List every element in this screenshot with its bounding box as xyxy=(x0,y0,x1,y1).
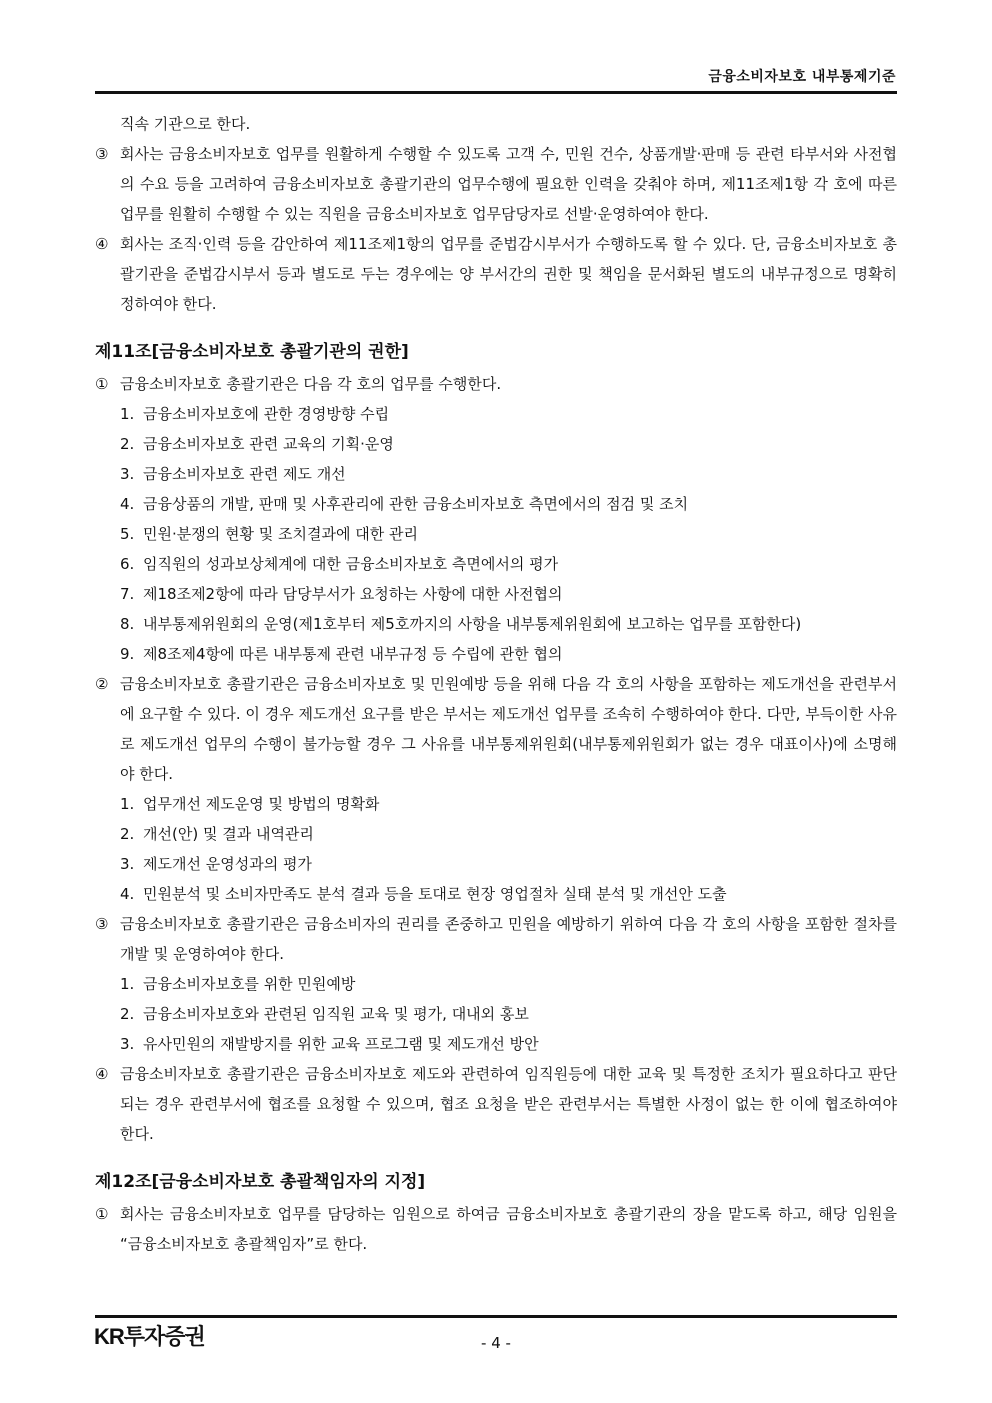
list-item xyxy=(95,579,897,609)
clause-number: ④ xyxy=(95,1065,109,1083)
item-text: 금융소비자보호를 위한 민원예방 xyxy=(143,975,356,993)
list-item xyxy=(95,489,897,519)
item-number: 9. xyxy=(120,645,135,663)
document-header-title: 금융소비자보호 내부통제기준 xyxy=(708,69,896,85)
clause-paragraph xyxy=(95,139,897,229)
list-item xyxy=(95,549,897,579)
item-text: 업무개선 제도운영 및 방법의 명확화 xyxy=(143,795,380,813)
item-number: 1. xyxy=(120,405,135,423)
item-text: 금융상품의 개발, 판매 및 사후관리에 관한 금융소비자보호 측면에서의 점검 및 조치 xyxy=(143,495,689,513)
item-number: 7. xyxy=(120,585,135,603)
item-number: 1. xyxy=(120,795,135,813)
list-item xyxy=(95,849,897,879)
clause-number: ② xyxy=(95,675,109,693)
item-text: 개선(안) 및 결과 내역관리 xyxy=(143,825,314,843)
item-text: 임직원의 성과보상체계에 대한 금융소비자보호 측면에서의 평가 xyxy=(143,555,559,573)
article-heading: 제12조[금융소비자보호 총괄책임자의 지정] xyxy=(95,1172,426,1192)
clause-number: ① xyxy=(95,1205,109,1223)
clause-text: 금융소비자보호 총괄기관은 금융소비자보호 및 민원예방 등을 위해 다음 각 호의 사항을 포함하는 제도개선을 관련부서에 요구할 수 있다. 이 경우 제도개선 요구를 받은 부서는 제도개선 업무를 조속히 수행하여야 한다. 다만, 부득이한 사유로 제도개선 업무의 수행이 불가능할 경우 그 사유를 내부통제위원회(내부통제위원회가 없는 경우 대표이사)에 소명해야 한다. xyxy=(120,675,897,783)
clause-text: 금융소비자보호 총괄기관은 금융소비자보호 제도와 관련하여 임직원등에 대한 교육 및 특정한 조치가 필요하다고 판단되는 경우 관련부서에 협조를 요청할 수 있으며, 협조 요청을 받은 관련부서는 특별한 사정이 없는 한 이에 협조하여야 한다. xyxy=(120,1065,897,1143)
clause-paragraph xyxy=(95,909,897,969)
list-item xyxy=(95,399,897,429)
item-number: 2. xyxy=(120,1005,135,1023)
item-number: 1. xyxy=(120,975,135,993)
item-number: 8. xyxy=(120,615,135,633)
page-number: - 4 - xyxy=(481,1334,511,1352)
item-text: 제8조제4항에 따른 내부통제 관련 내부규정 등 수립에 관한 협의 xyxy=(143,645,563,663)
list-item xyxy=(95,1029,897,1059)
item-text: 내부통제위원회의 운영(제1호부터 제5호까지의 사항을 내부통제위원회에 보고하는 업무를 포함한다) xyxy=(143,615,802,633)
list-item xyxy=(95,609,897,639)
clause-paragraph xyxy=(95,369,897,399)
article-heading: 제11조[금융소비자보호 총괄기관의 권한] xyxy=(95,342,409,362)
item-text: 금융소비자보호와 관련된 임직원 교육 및 평가, 대내외 홍보 xyxy=(143,1005,529,1023)
item-number: 4. xyxy=(120,495,135,513)
item-text: 금융소비자보호 관련 제도 개선 xyxy=(143,465,346,483)
header-rule xyxy=(95,91,897,94)
clause-paragraph xyxy=(95,1059,897,1149)
clause-paragraph xyxy=(95,229,897,319)
clause-text: 회사는 금융소비자보호 업무를 담당하는 임원으로 하여금 금융소비자보호 총괄기관의 장을 맡도록 하고, 해당 임원을 “금융소비자보호 총괄책임자”로 한다. xyxy=(120,1205,897,1253)
list-item xyxy=(95,519,897,549)
clause-text: 금융소비자보호 총괄기관은 금융소비자의 권리를 존중하고 민원을 예방하기 위하여 다음 각 호의 사항을 포함한 절차를 개발 및 운영하여야 한다. xyxy=(120,915,897,963)
item-number: 3. xyxy=(120,855,135,873)
item-text: 민원분석 및 소비자만족도 분석 결과 등을 토대로 현장 영업절차 실태 분석 및 개선안 도출 xyxy=(143,885,727,903)
company-logo: KR투자증권 xyxy=(94,1324,205,1349)
document-body xyxy=(95,109,897,1259)
item-text: 제18조제2항에 따라 담당부서가 요청하는 사항에 대한 사전협의 xyxy=(143,585,563,603)
item-number: 3. xyxy=(120,465,135,483)
clause-paragraph xyxy=(95,1199,897,1259)
list-item xyxy=(95,969,897,999)
clause-text: 금융소비자보호 총괄기관은 다음 각 호의 업무를 수행한다. xyxy=(120,375,502,393)
clause-number: ④ xyxy=(95,235,109,253)
list-item xyxy=(95,999,897,1029)
item-text: 민원·분쟁의 현황 및 조치결과에 대한 관리 xyxy=(143,525,418,543)
clause-number: ③ xyxy=(95,915,109,933)
item-number: 3. xyxy=(120,1035,135,1053)
list-item xyxy=(95,819,897,849)
continued-text: 직속 기관으로 한다. xyxy=(120,115,251,133)
item-text: 유사민원의 재발방지를 위한 교육 프로그램 및 제도개선 방안 xyxy=(143,1035,539,1053)
item-number: 6. xyxy=(120,555,135,573)
list-item xyxy=(95,879,897,909)
list-item xyxy=(95,639,897,669)
footer-rule xyxy=(95,1315,897,1318)
clause-text: 회사는 금융소비자보호 업무를 원활하게 수행할 수 있도록 고객 수, 민원 건수, 상품개발·판매 등 관련 타부서와 사전협의 수요 등을 고려하여 금융소비자보호 총괄기관의 업무수행에 필요한 인력을 갖춰야 하며, 제11조제1항 각 호에 따른 업무를 원활히 수행할 수 있는 직원을 금융소비자보호 업무담당자로 선발·운영하여야 한다. xyxy=(120,145,897,223)
clause-number: ① xyxy=(95,375,109,393)
item-text: 금융소비자보호에 관한 경영방향 수립 xyxy=(143,405,390,423)
item-number: 2. xyxy=(120,825,135,843)
clause-text: 회사는 조직·인력 등을 감안하여 제11조제1항의 업무를 준법감시부서가 수행하도록 할 수 있다. 단, 금융소비자보호 총괄기관을 준법감시부서 등과 별도로 두는 경우에는 양 부서간의 권한 및 책임을 문서화된 별도의 내부규정으로 명확히 정하여야 한다. xyxy=(120,235,897,313)
item-number: 5. xyxy=(120,525,135,543)
item-text: 제도개선 운영성과의 평가 xyxy=(143,855,312,873)
list-item xyxy=(95,459,897,489)
list-item xyxy=(95,789,897,819)
item-number: 2. xyxy=(120,435,135,453)
clause-paragraph xyxy=(95,669,897,789)
clause-number: ③ xyxy=(95,145,109,163)
item-number: 4. xyxy=(120,885,135,903)
item-text: 금융소비자보호 관련 교육의 기획·운영 xyxy=(143,435,394,453)
list-item xyxy=(95,429,897,459)
